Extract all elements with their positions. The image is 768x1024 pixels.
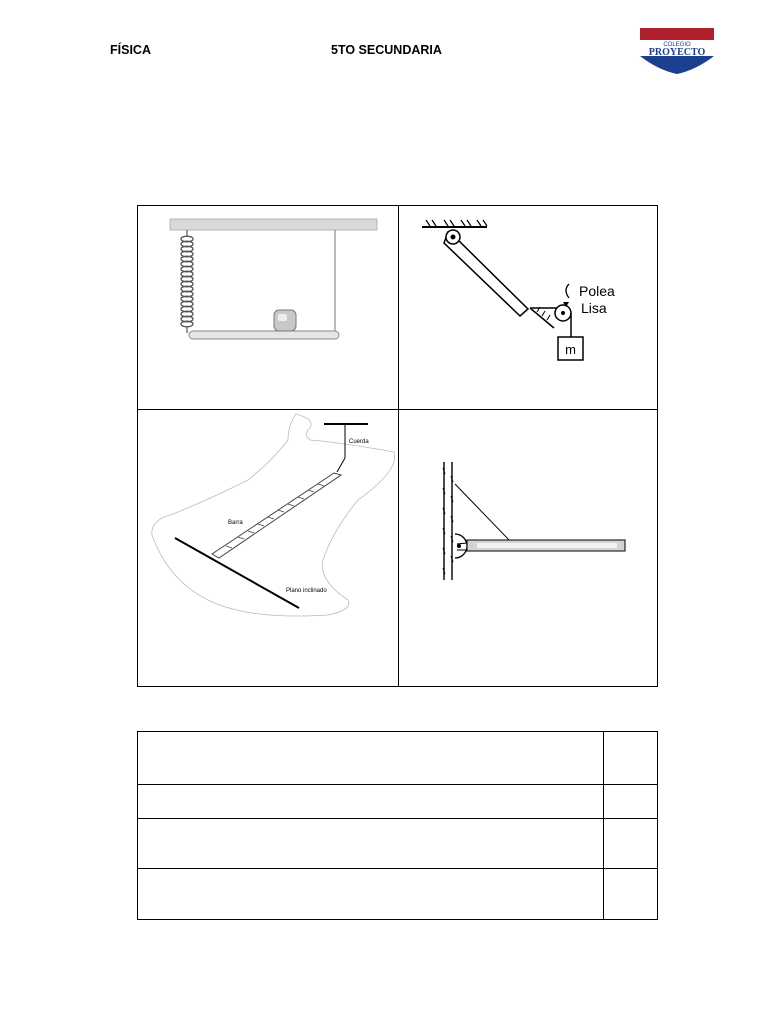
grade-label: 5TO SECUNDARIA bbox=[331, 43, 442, 57]
table-row bbox=[138, 785, 658, 819]
logo-top-text: COLEGIO bbox=[663, 42, 691, 48]
figure-wall-bar bbox=[399, 410, 659, 686]
mark-cell[interactable] bbox=[604, 785, 658, 819]
mass-label: m bbox=[565, 342, 576, 357]
answer-table bbox=[137, 731, 658, 920]
answer-cell[interactable] bbox=[138, 785, 604, 819]
table-row bbox=[138, 819, 658, 869]
answer-cell[interactable] bbox=[138, 732, 604, 785]
rope-label: Cuerda bbox=[349, 439, 369, 445]
mark-cell[interactable] bbox=[604, 732, 658, 785]
pulley-label-line2: Lisa bbox=[581, 300, 607, 316]
figure-spring-platform bbox=[138, 206, 398, 409]
pulley-label-line1: Polea bbox=[579, 283, 615, 299]
subject-label: FÍSICA bbox=[110, 43, 151, 57]
school-logo bbox=[636, 26, 718, 76]
bar-label: Barra bbox=[228, 520, 243, 526]
logo-main-text: PROYECTO bbox=[648, 47, 706, 58]
answer-cell[interactable] bbox=[138, 819, 604, 869]
answer-cell[interactable] bbox=[138, 869, 604, 920]
figure-bar-incline bbox=[138, 410, 398, 686]
mark-cell[interactable] bbox=[604, 869, 658, 920]
table-row bbox=[138, 869, 658, 920]
table-row bbox=[138, 732, 658, 785]
plane-label: Plano inclinado bbox=[286, 588, 327, 594]
figure-rod-pulley bbox=[399, 206, 659, 409]
figures-grid bbox=[137, 205, 658, 687]
mark-cell[interactable] bbox=[604, 819, 658, 869]
